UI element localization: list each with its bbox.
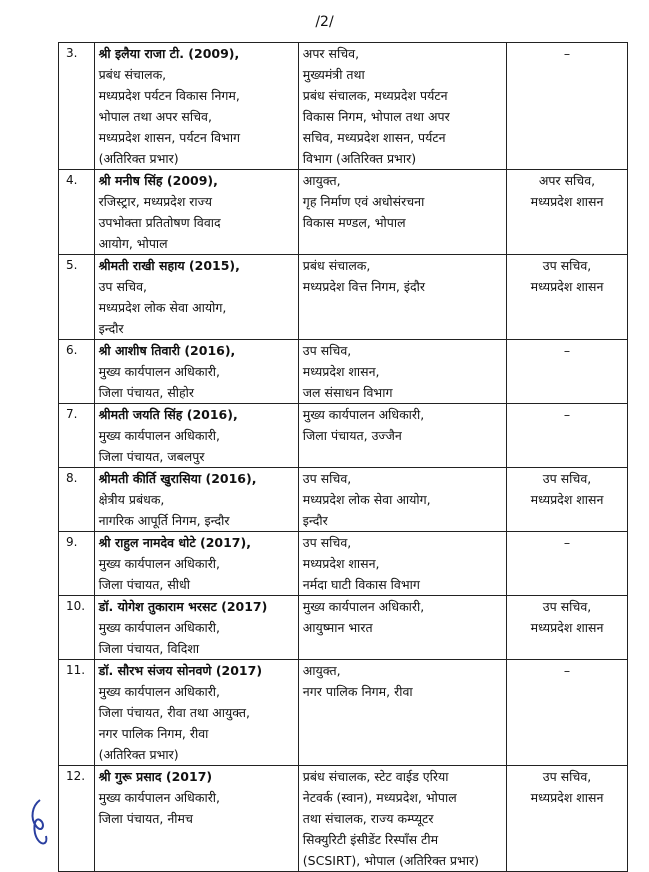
new-post-line: प्रबंध संचालक, स्टेट वाईड एरिया <box>302 769 449 784</box>
remark-cell <box>507 404 628 468</box>
table-row <box>59 468 628 532</box>
new-post-line: आयुक्त, <box>302 663 341 678</box>
current-post-line: मुख्य कार्यपालन अधिकारी, <box>98 556 221 571</box>
remark-line: मध्यप्रदेश शासन <box>530 194 604 209</box>
current-post-line: मुख्य कार्यपालन अधिकारी, <box>98 790 221 805</box>
new-post-line: मध्यप्रदेश वित्त निगम, इंदौर <box>302 279 425 294</box>
officer-name: डॉ. सौरभ संजय सोनवणे (2017) <box>98 663 263 678</box>
new-post-line: आयुष्मान भारत <box>302 620 373 635</box>
new-post-line: नर्मदा घाटी विकास विभाग <box>302 577 420 592</box>
current-post-line: मुख्य कार्यपालन अधिकारी, <box>98 684 221 699</box>
officer-current-post-cell <box>94 468 298 532</box>
current-post-line: जिला पंचायत, नीमच <box>98 811 193 826</box>
new-post-line: नगर पालिक निगम, रीवा <box>302 684 413 699</box>
remark-cell <box>507 596 628 660</box>
new-post-line: जल संसाधन विभाग <box>302 385 393 400</box>
current-post-line: नगर पालिक निगम, रीवा <box>98 726 209 741</box>
remark-line: मध्यप्रदेश शासन <box>530 492 604 507</box>
new-post-line: मुख्य कार्यपालन अधिकारी, <box>302 407 425 422</box>
serial-number: 4. <box>59 170 95 255</box>
remark-line: – <box>563 663 571 678</box>
new-post-cell <box>298 255 506 340</box>
officer-current-post-cell <box>94 404 298 468</box>
table-row <box>59 660 628 766</box>
new-post-cell <box>298 596 506 660</box>
new-post-cell <box>298 170 506 255</box>
current-post-line: इन्दौर <box>98 321 124 336</box>
remark-line: मध्यप्रदेश शासन <box>530 279 604 294</box>
current-post-line: मध्यप्रदेश शासन, पर्यटन विभाग <box>98 130 241 145</box>
remark-cell <box>507 170 628 255</box>
current-post-line: जिला पंचायत, विदिशा <box>98 641 200 656</box>
remark-line: – <box>563 343 571 358</box>
serial-number: 8. <box>59 468 95 532</box>
new-post-line: मध्यप्रदेश लोक सेवा आयोग, <box>302 492 431 507</box>
page-number: /2/ <box>315 14 334 30</box>
new-post-line: विकास मण्डल, भोपाल <box>302 215 406 230</box>
current-post-line: रजिस्ट्रार, मध्यप्रदेश राज्य <box>98 194 213 209</box>
new-post-line: विकास निगम, भोपाल तथा अपर <box>302 109 450 124</box>
current-post-line: जिला पंचायत, जबलपुर <box>98 449 205 464</box>
new-post-line: उप सचिव, <box>302 535 352 550</box>
table-row <box>59 404 628 468</box>
new-post-line: प्रबंध संचालक, मध्यप्रदेश पर्यटन <box>302 88 448 103</box>
remark-line: मध्यप्रदेश शासन <box>530 790 604 805</box>
new-post-line: तथा संचालक, राज्य कम्प्यूटर <box>302 811 434 826</box>
current-post-line: मध्यप्रदेश लोक सेवा आयोग, <box>98 300 227 315</box>
remark-cell <box>507 340 628 404</box>
new-post-line: मध्यप्रदेश शासन, <box>302 556 380 571</box>
serial-number: 10. <box>59 596 95 660</box>
current-post-line: मुख्य कार्यपालन अधिकारी, <box>98 620 221 635</box>
officer-name: डॉ. योगेश तुकाराम भरसट (2017) <box>98 599 268 614</box>
new-post-line: गृह निर्माण एवं अधोसंरचना <box>302 194 425 209</box>
remark-line: उप सचिव, <box>542 769 592 784</box>
remark-cell <box>507 660 628 766</box>
officer-name: श्रीमती कीर्ति खुरासिया (2016), <box>98 471 257 486</box>
officer-current-post-cell <box>94 660 298 766</box>
new-post-line: विभाग (अतिरिक्त प्रभार) <box>302 151 417 166</box>
officer-current-post-cell <box>94 255 298 340</box>
new-post-cell <box>298 766 506 872</box>
serial-number: 9. <box>59 532 95 596</box>
current-post-line: मुख्य कार्यपालन अधिकारी, <box>98 364 221 379</box>
new-post-cell <box>298 532 506 596</box>
new-post-line: इन्दौर <box>302 513 328 528</box>
new-post-line: आयुक्त, <box>302 173 341 188</box>
remark-line: – <box>563 535 571 550</box>
remark-cell <box>507 766 628 872</box>
officer-name: श्री मनीष सिंह (2009), <box>98 173 218 188</box>
table-row <box>59 766 628 872</box>
new-post-line: सिक्युरिटी इंसीडेंट रिस्पॉंस टीम <box>302 832 439 847</box>
new-post-line: नेटवर्क (स्वान), मध्यप्रदेश, भोपाल <box>302 790 457 805</box>
new-post-cell <box>298 468 506 532</box>
new-post-line: प्रबंध संचालक, <box>302 258 371 273</box>
current-post-line: क्षेत्रीय प्रबंधक, <box>98 492 165 507</box>
serial-number: 3. <box>59 43 95 170</box>
current-post-line: भोपाल तथा अपर सचिव, <box>98 109 212 124</box>
remark-line: उप सचिव, <box>542 258 592 273</box>
remark-line: उप सचिव, <box>542 471 592 486</box>
current-post-line: मुख्य कार्यपालन अधिकारी, <box>98 428 221 443</box>
table-row <box>59 43 628 170</box>
new-post-line: सचिव, मध्यप्रदेश शासन, पर्यटन <box>302 130 446 145</box>
officer-current-post-cell <box>94 340 298 404</box>
new-post-cell <box>298 43 506 170</box>
new-post-line: जिला पंचायत, उज्जैन <box>302 428 402 443</box>
current-post-line: जिला पंचायत, सीहोर <box>98 385 195 400</box>
current-post-line: मध्यप्रदेश पर्यटन विकास निगम, <box>98 88 240 103</box>
serial-number: 6. <box>59 340 95 404</box>
table-row <box>59 340 628 404</box>
transfer-table <box>58 42 628 872</box>
table-row <box>59 532 628 596</box>
officer-name: श्री गुरू प्रसाद (2017) <box>98 769 213 784</box>
current-post-line: उप सचिव, <box>98 279 148 294</box>
remark-line: उप सचिव, <box>542 599 592 614</box>
serial-number: 12. <box>59 766 95 872</box>
new-post-line: अपर सचिव, <box>302 46 360 61</box>
officer-current-post-cell <box>94 43 298 170</box>
remark-line: मध्यप्रदेश शासन <box>530 620 604 635</box>
table-row <box>59 596 628 660</box>
officer-current-post-cell <box>94 596 298 660</box>
current-post-line: उपभोक्ता प्रतितोषण विवाद <box>98 215 221 230</box>
officer-name: श्रीमती राखी सहाय (2015), <box>98 258 240 273</box>
remark-line: अपर सचिव, <box>538 173 596 188</box>
current-post-line: प्रबंध संचालक, <box>98 67 167 82</box>
officer-current-post-cell <box>94 170 298 255</box>
table-row <box>59 170 628 255</box>
current-post-line: जिला पंचायत, रीवा तथा आयुक्त, <box>98 705 251 720</box>
new-post-line: मध्यप्रदेश शासन, <box>302 364 380 379</box>
remark-line: – <box>563 407 571 422</box>
remark-cell <box>507 468 628 532</box>
remark-cell <box>507 43 628 170</box>
officer-name: श्री इलैया राजा टी. (2009), <box>98 46 240 61</box>
table-row <box>59 255 628 340</box>
new-post-line: (SCSIRT), भोपाल (अतिरिक्त प्रभार) <box>302 853 480 868</box>
officer-name: श्री राहुल नामदेव धोटे (2017), <box>98 535 251 550</box>
current-post-line: जिला पंचायत, सीधी <box>98 577 190 592</box>
current-post-line: (अतिरिक्त प्रभार) <box>98 151 179 166</box>
new-post-cell <box>298 340 506 404</box>
new-post-line: मुख्यमंत्री तथा <box>302 67 365 82</box>
remark-line: – <box>563 46 571 61</box>
new-post-line: मुख्य कार्यपालन अधिकारी, <box>302 599 425 614</box>
serial-number: 11. <box>59 660 95 766</box>
remark-cell <box>507 255 628 340</box>
current-post-line: (अतिरिक्त प्रभार) <box>98 747 179 762</box>
serial-number: 7. <box>59 404 95 468</box>
new-post-cell <box>298 404 506 468</box>
current-post-line: नागरिक आपूर्ति निगम, इन्दौर <box>98 513 230 528</box>
new-post-cell <box>298 660 506 766</box>
officer-current-post-cell <box>94 766 298 872</box>
signature-mark <box>26 796 54 852</box>
officer-name: श्रीमती जयति सिंह (2016), <box>98 407 238 422</box>
officer-name: श्री आशीष तिवारी (2016), <box>98 343 236 358</box>
new-post-line: उप सचिव, <box>302 343 352 358</box>
new-post-line: उप सचिव, <box>302 471 352 486</box>
officer-current-post-cell <box>94 532 298 596</box>
transfer-table-body <box>59 43 628 872</box>
serial-number: 5. <box>59 255 95 340</box>
current-post-line: आयोग, भोपाल <box>98 236 168 251</box>
remark-cell <box>507 532 628 596</box>
